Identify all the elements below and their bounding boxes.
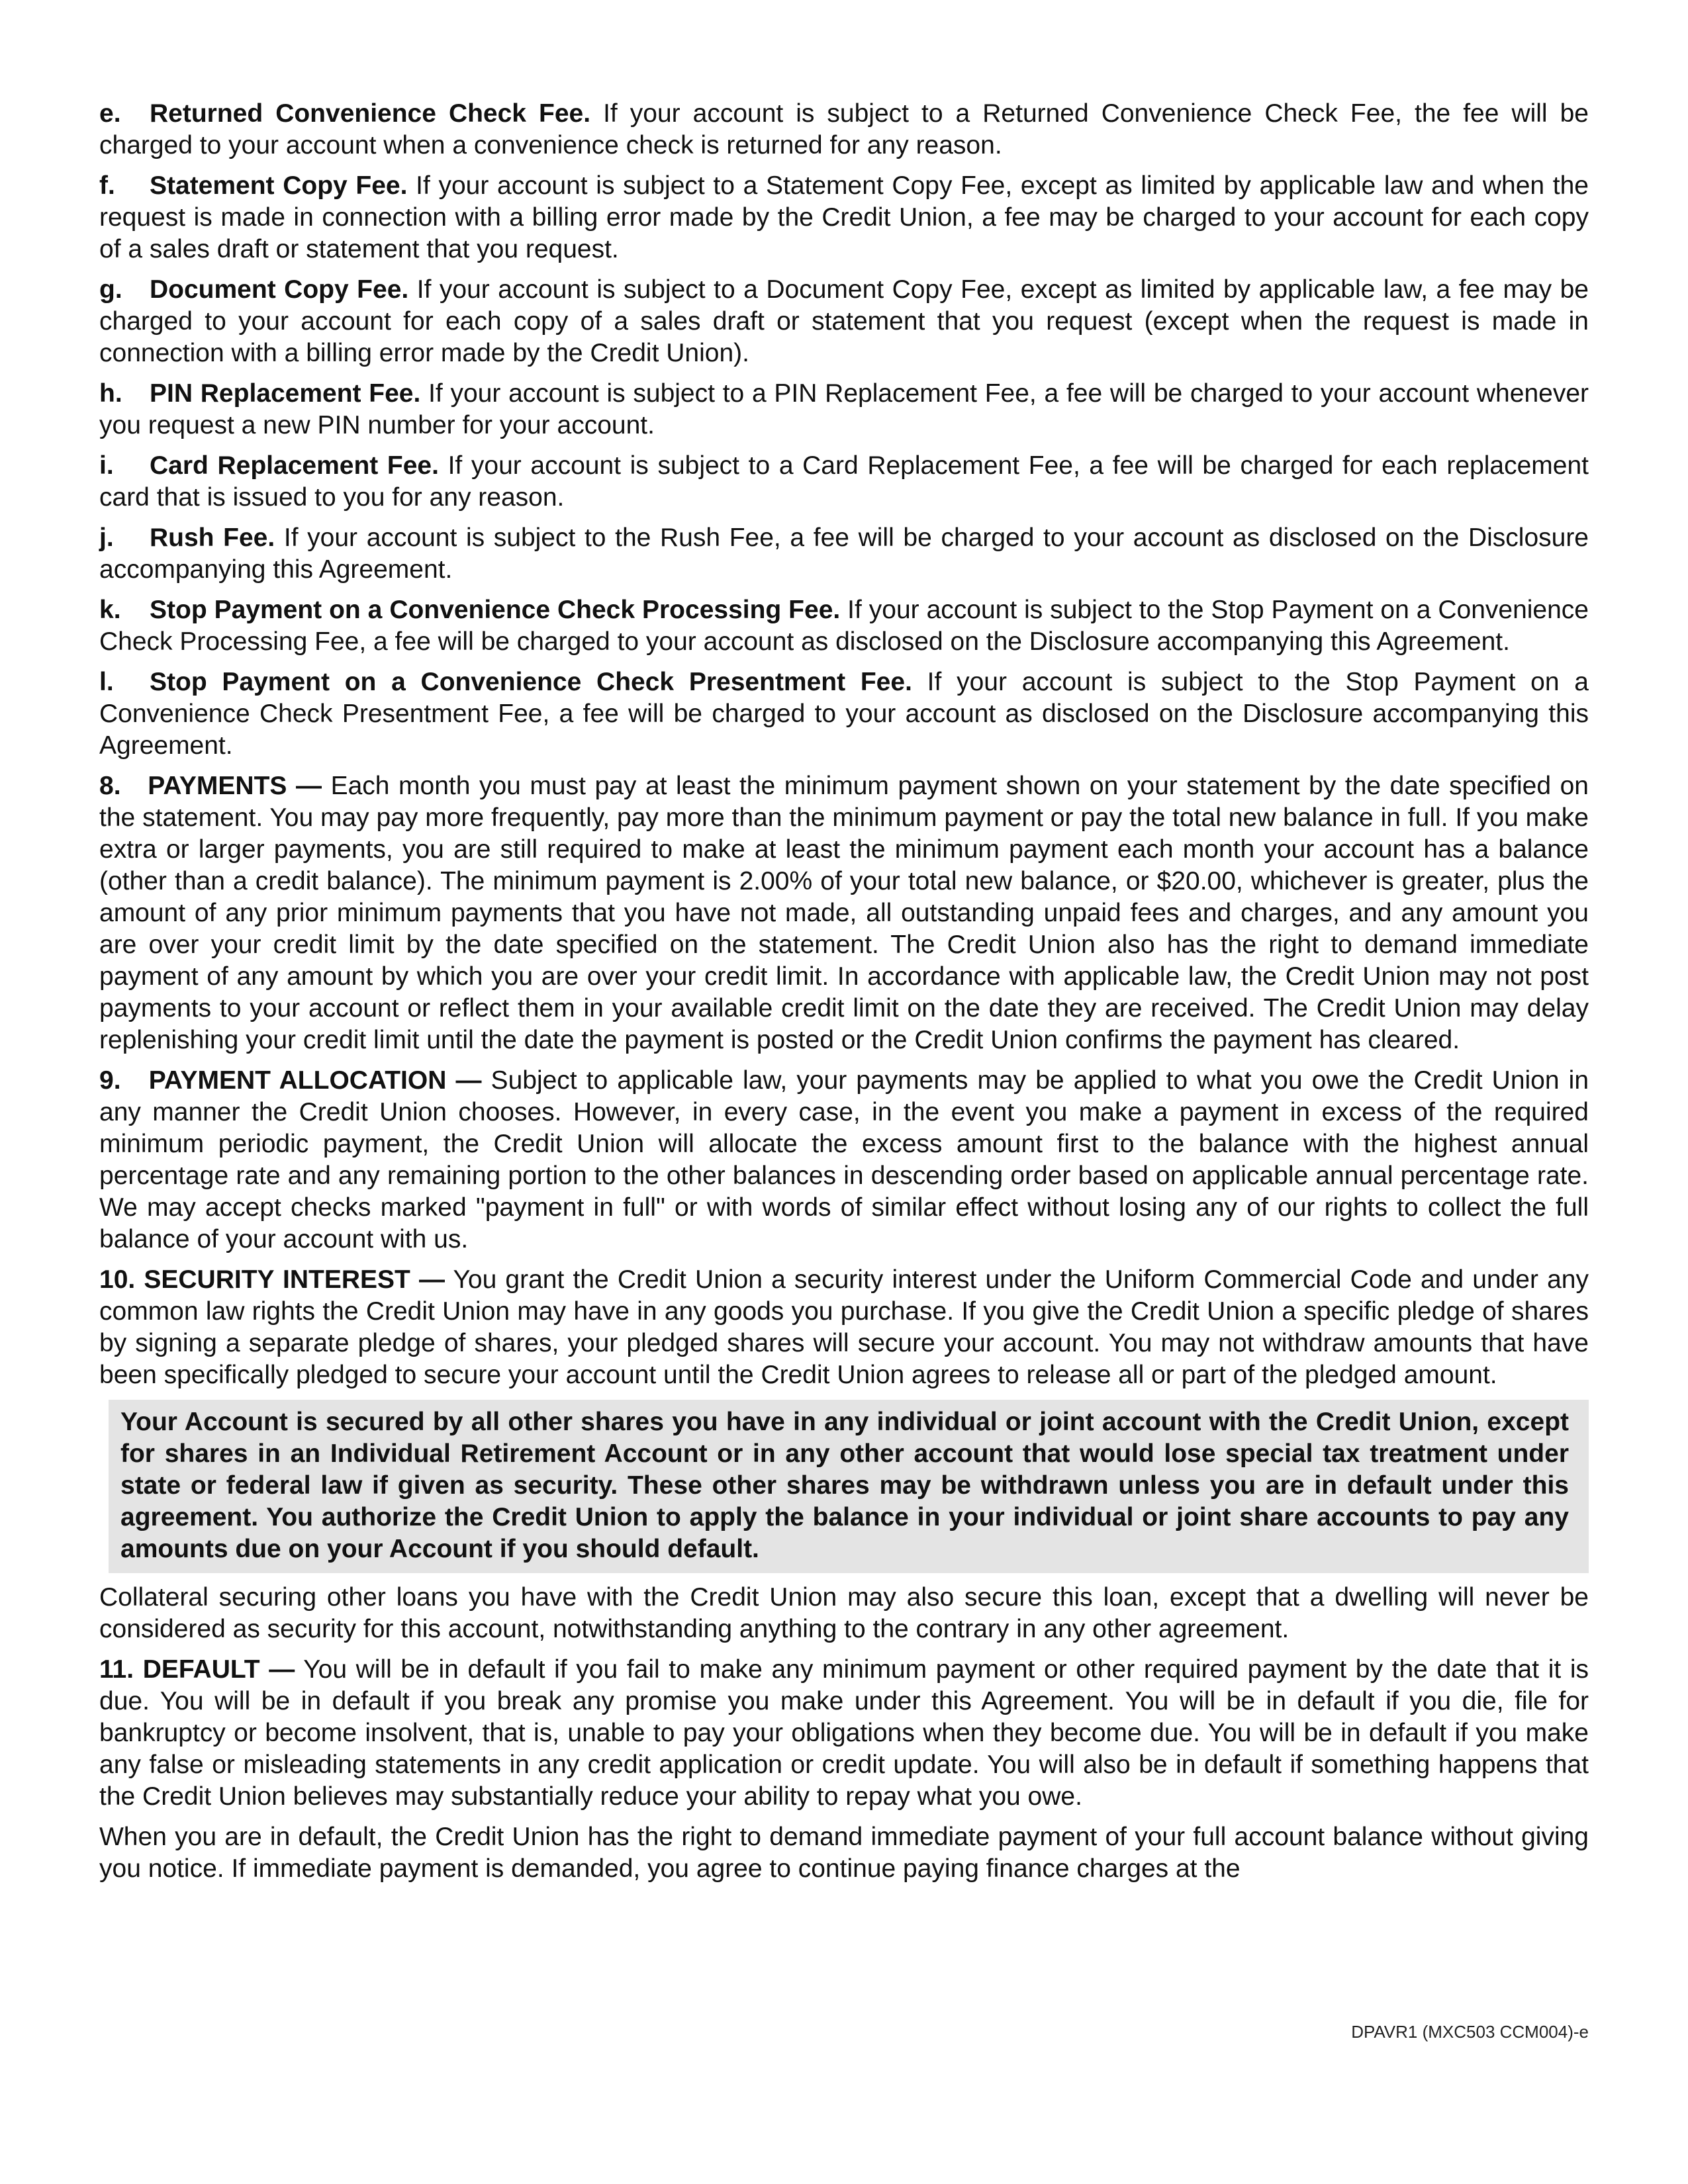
item-title: Card Replacement Fee. (150, 451, 439, 480)
default-continuation-paragraph: When you are in default, the Credit Union has the right to demand immediate payment of your full account balance without giving you notice. If immediate payment is demanded, you agree to continue paying finance charges at the (99, 1823, 1589, 1883)
item-label: e. (99, 99, 121, 128)
item-text: If your account is subject to the Stop Payment on a Convenience Check Processing Fee, a fee will be charged to your account as disclosed on the Disclosure accompanying this Agreement. (99, 596, 1589, 656)
item-label: h. (99, 379, 122, 408)
section-heading: 11. DEFAULT — (99, 1655, 295, 1684)
item-label: j. (99, 523, 114, 552)
form-code-footer: DPAVR1 (MXC503 CCM004)-e (1351, 2022, 1589, 2042)
section-text: You will be in default if you fail to make any minimum payment or other required payment by the date that it is due. You will be in default if you break any promise you make under this Agreement. You will be in default if you die, file for bankruptcy or become insolvent, that is, unable to pay your obligations when they become due. You will be in default if you make any false or misleading statements in any credit application or credit update. You will also be in default if something happens that the Credit Union believes may substantially reduce your ability to repay what you owe. (99, 1655, 1589, 1811)
item-title: Statement Copy Fee. (150, 171, 408, 200)
section-payment-allocation (99, 1065, 1589, 1255)
section-heading: 8. PAYMENTS — (99, 772, 322, 800)
section-heading: 10. SECURITY INTEREST — (99, 1265, 445, 1294)
section-default (99, 1654, 1589, 1813)
item-title: Stop Payment on a Convenience Check Presentment Fee. (150, 668, 912, 696)
section-text: Subject to applicable law, your payments may be applied to what you owe the Credit Union in any manner the Credit Union chooses. However, in every case, in the event you make a payment in excess of the required minimum periodic payment, the Credit Union will allocate the excess amount first to the balance with the highest annual percentage rate and any remaining portion to the other balances in descending order based on applicable annual percentage rate. We may accept checks marked "payment in full" or with words of similar effect without losing any of our rights to collect the full balance of your account with us. (99, 1066, 1589, 1253)
item-text: If your account is subject to a Card Replacement Fee, a fee will be charged for each replacement card that is issued to you for any reason. (99, 451, 1589, 512)
item-title: Returned Convenience Check Fee. (150, 99, 591, 128)
fee-item-e (99, 98, 1589, 161)
section-heading: 9. PAYMENT ALLOCATION — (99, 1066, 482, 1095)
fee-item-h (99, 378, 1589, 441)
item-title: Rush Fee. (150, 523, 275, 552)
item-title: Document Copy Fee. (150, 275, 409, 304)
fee-item-l (99, 666, 1589, 762)
item-label: i. (99, 451, 114, 480)
fee-item-k (99, 594, 1589, 658)
item-text: If your account is subject to a Returned Convenience Check Fee, the fee will be charged to your account when a convenience check is returned for any reason. (99, 99, 1589, 159)
item-text: If your account is subject to the Stop Payment on a Convenience Check Presentment Fee, a fee will be charged to your account as disclosed on the Disclosure accompanying this Agreement. (99, 668, 1589, 760)
fee-item-f (99, 170, 1589, 265)
fee-item-i (99, 450, 1589, 514)
document-body (99, 98, 1589, 1893)
item-text: If your account is subject to a PIN Replacement Fee, a fee will be charged to your account whenever you request a new PIN number for your account. (99, 379, 1589, 439)
item-label: l. (99, 668, 114, 696)
item-title: Stop Payment on a Convenience Check Processing Fee. (150, 596, 841, 624)
security-notice-box: Your Account is secured by all other shares you have in any individual or joint account with the Credit Union, except for shares in an Individual Retirement Account or in any other account that would lose special tax treatment under state or federal law if given as security. These other shares may be withdrawn unless you are in default under this agreement. You authorize the Credit Union to apply the balance in your individual or joint share accounts to pay any amounts due on your Account if you should default. (109, 1400, 1589, 1573)
item-label: g. (99, 275, 122, 304)
fee-item-g (99, 274, 1589, 369)
section-payments (99, 770, 1589, 1056)
item-label: k. (99, 596, 121, 624)
section-security-interest (99, 1264, 1589, 1391)
section-text: You grant the Credit Union a security interest under the Uniform Commercial Code and under any common law rights the Credit Union may have in any goods you purchase. If you give the Credit Union a specific pledge of shares by signing a separate pledge of shares, your pledged shares will secure your account. You may not withdraw amounts that have been specifically pledged to secure your account until the Credit Union agrees to release all or part of the pledged amount. (99, 1265, 1589, 1389)
item-text: If your account is subject to a Document Copy Fee, except as limited by applicable law, a fee may be charged to your account for each copy of a sales draft or statement that you request (except when the request is made in connection with a billing error made by the Credit Union). (99, 275, 1589, 367)
section-text: Each month you must pay at least the minimum payment shown on your statement by the date specified on the statement. You may pay more frequently, pay more than the minimum payment or pay the total new balance in full. If you make extra or larger payments, you are still required to make at least the minimum payment each month your account has a balance (other than a credit balance). The minimum payment is 2.00% of your total new balance, or $20.00, whichever is greater, plus the amount of any prior minimum payments that you have not made, all outstanding unpaid fees and charges, and any amount you are over your credit limit by the date specified on the statement. The Credit Union also has the right to demand immediate payment of any amount by which you are over your credit limit. In accordance with applicable law, the Credit Union may not post payments to your account or reflect them in your available credit limit on the date they are received. The Credit Union may delay replenishing your credit limit until the date the payment is posted or the Credit Union confirms the payment has cleared. (99, 772, 1589, 1054)
item-title: PIN Replacement Fee. (150, 379, 421, 408)
item-text: If your account is subject to a Statement Copy Fee, except as limited by applicable law and when the request is made in connection with a billing error made by the Credit Union, a fee may be charged to your account for each copy of a sales draft or statement that you request. (99, 171, 1589, 263)
collateral-paragraph: Collateral securing other loans you have with the Credit Union may also secure this loan, except that a dwelling will never be considered as security for this account, notwithstanding anything to the contrary in any other agreement. (99, 1583, 1589, 1643)
item-label: f. (99, 171, 115, 200)
item-text: If your account is subject to the Rush Fee, a fee will be charged to your account as disclosed on the Disclosure accompanying this Agreement. (99, 523, 1589, 584)
fee-item-j (99, 522, 1589, 586)
